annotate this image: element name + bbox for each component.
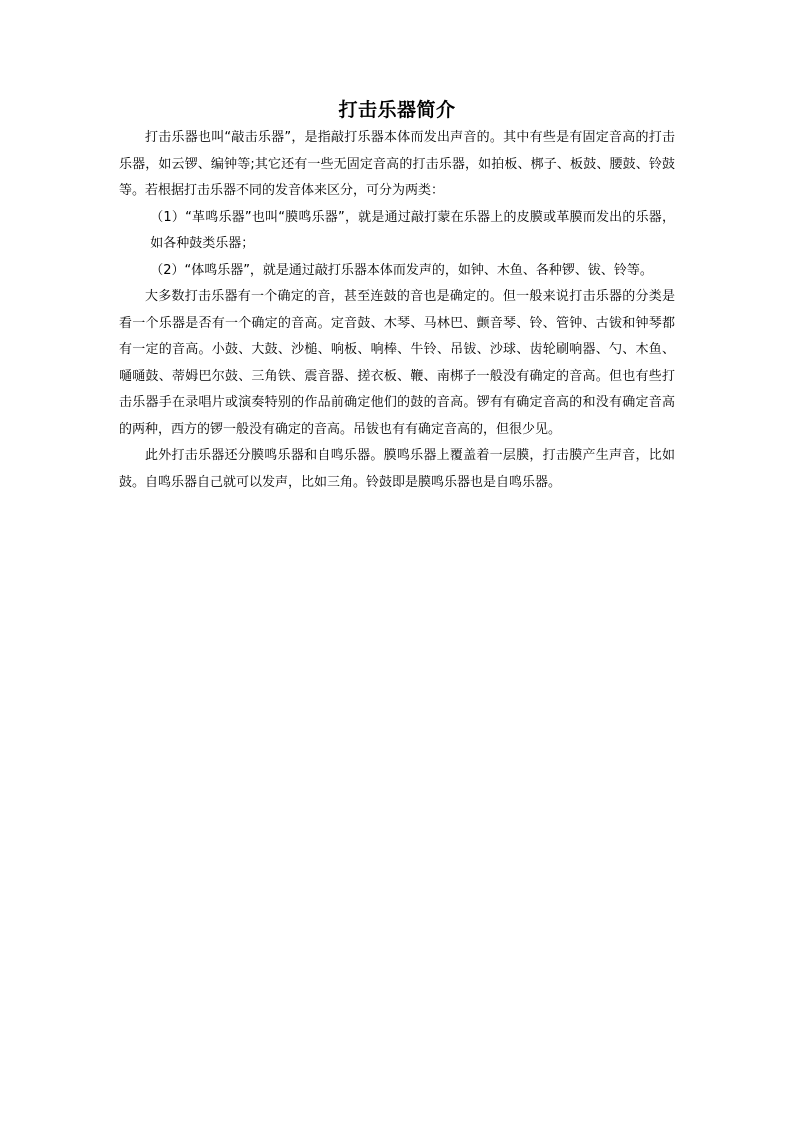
paragraph-intro: 打击乐器也叫“敲击乐器”，是指敲打乐器本体而发出声音的。其中有些是有固定音高的打击乐器，如云锣、编钟等;其它还有一些无固定音高的打击乐器，如拍板、梆子、板鼓、腰鼓、铃鼓等。若根据打击乐器不同的发音体来区分，可分为两类： — [119, 130, 675, 198]
paragraph-list-item-1: （1）“革鸣乐器”也叫“膜鸣乐器”，就是通过敲打蒙在乐器上的皮膜或革膜而发出的乐器，如各种鼓类乐器； — [150, 209, 675, 251]
paragraph-pitch: 大多数打击乐器有一个确定的音，甚至连鼓的音也是确定的。但一般来说打击乐器的分类是看一个乐器是否有一个确定的音高。定音鼓、木琴、马林巴、颤音琴、铃、管钟、古钹和钟琴都有一定的音高。小鼓、大鼓、沙槌、响板、响棒、牛铃、吊钹、沙球、齿轮刷响器、勺、木鱼、嗵嗵鼓、蒂姆巴尔鼓、三角铁、震音器、搓衣板、鞭、南梆子一般没有确定的音高。但也有些打击乐器手在录唱片或演奏特别的作品前确定他们的鼓的音高。锣有有确定音高的和没有确定音高的两种，西方的锣一般没有确定的音高。吊钹也有有确定音高的，但很少见。 — [119, 289, 675, 437]
document-body — [119, 95, 675, 496]
paragraph-list-item-2: （2）“体鸣乐器”，就是通过敲打乐器本体而发声的，如钟、木鱼、各种锣、钹、铃等。 — [150, 262, 653, 278]
paragraph-classification: 此外打击乐器还分膜鸣乐器和自鸣乐器。膜鸣乐器上覆盖着一层膜，打击膜产生声音，比如鼓。自鸣乐器自己就可以发声，比如三角。铃鼓即是膜鸣乐器也是自鸣乐器。 — [119, 448, 675, 490]
document-title: 打击乐器简介 — [338, 99, 456, 121]
